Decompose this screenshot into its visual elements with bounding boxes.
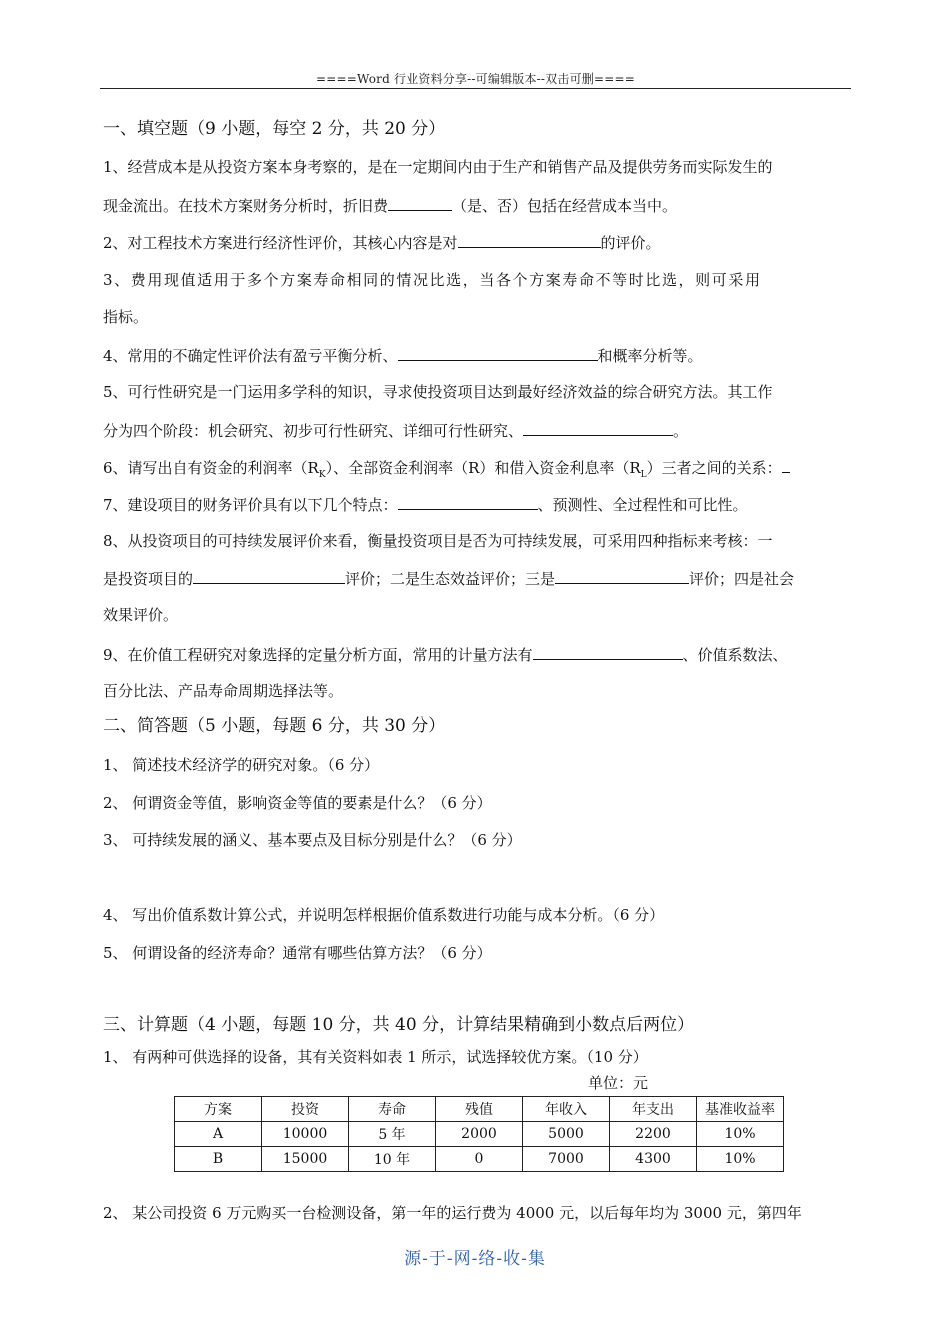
table-cell: 5 年 [349,1122,436,1147]
table-header-cell: 基准收益率 [697,1097,784,1122]
table-cell: 10% [697,1147,784,1172]
table-cell: 4300 [610,1147,697,1172]
q6-sub-k: K [318,470,326,480]
table-cell: 5000 [523,1122,610,1147]
q4-line [103,345,703,366]
q8-line3: 效果评价。 [103,606,179,624]
table-header-row [175,1097,784,1122]
q8-blank-1[interactable] [193,568,345,584]
q4-text-post: 和概率分析等。 [597,347,703,365]
s3-q2: 2、 某公司投资 6 万元购买一台检测设备，第一年的运行费为 4000 元，以后每年均为 3000 元，第四年 [103,1204,802,1222]
q5-line1: 5、可行性研究是一门运用多学科的知识，寻求使投资项目达到最好经济效益的综合研究方法。其工作 [103,383,773,401]
s2-q4: 4、 写出价值系数计算公式，并说明怎样根据价值系数进行功能与成本分析。（6 分） [103,906,665,924]
table-cell: 10 年 [349,1147,436,1172]
q1-text-post: （是、否）包括在经营成本当中。 [452,197,678,215]
q8-blank-2[interactable] [555,568,689,584]
q4-text-pre: 4、常用的不确定性评价法有盈亏平衡分析、 [103,347,398,365]
q1-blank[interactable] [388,195,452,211]
table-cell: 10000 [262,1122,349,1147]
q6-text-c: ）三者之间的关系： [646,459,782,477]
table-header-cell: 年收入 [523,1097,610,1122]
q9-text-pre: 9、在价值工程研究对象选择的定量分析方面，常用的计量方法有 [103,646,533,664]
q3-line1: 3、费用现值适用于多个方案寿命相同的情况比选，当各个方案寿命不等时比选，则可采用 [103,271,762,289]
table-header-cell: 寿命 [349,1097,436,1122]
q6-blank[interactable] [782,457,790,473]
q6-text-b: ）、全部资金利润率（R）和借入资金利息率（R [325,459,641,477]
q5-text-post: 。 [673,422,689,440]
table-cell: 2000 [436,1122,523,1147]
q9-blank[interactable] [533,644,683,660]
table-header-cell: 残值 [436,1097,523,1122]
q6-text-a: 6、请写出自有资金的利润率（R [103,459,319,477]
table-cell: 0 [436,1147,523,1172]
s2-q3: 3、 可持续发展的涵义、基本要点及目标分别是什么？（6 分） [103,831,522,849]
page-header: ====Word 行业资料分享--可编辑版本--双击可删==== [315,72,636,86]
q8-text-3: 评价；四是社会 [689,570,795,588]
page-footer: 源-于-网-络-收-集 [404,1249,546,1269]
q9-line2: 百分比法、产品寿命周期选择法等。 [103,682,344,700]
table-cell: 10% [697,1122,784,1147]
table-header-cell: 年支出 [610,1097,697,1122]
q9-line1 [103,644,788,665]
q8-text-2: 评价；二是生态效益评价；三是 [345,570,556,588]
table-header-cell: 方案 [175,1097,262,1122]
q6-sub-l: L [640,470,647,480]
table-unit-label: 单位：元 [588,1074,649,1092]
table-cell: B [175,1147,262,1172]
q2-text-post: 的评价。 [600,234,661,252]
table-cell: 7000 [523,1147,610,1172]
table-row [175,1122,784,1147]
q3-line2: 指标。 [103,308,149,326]
section3-title: 三、计算题（4 小题，每题 10 分，共 40 分，计算结果精确到小数点后两位） [103,1015,695,1035]
q9-text-post: 、价值系数法、 [682,646,788,664]
q7-blank[interactable] [398,494,538,510]
q7-line [103,494,748,515]
table-row [175,1147,784,1172]
s2-q1: 1、 简述技术经济学的研究对象。（6 分） [103,756,380,774]
q2-blank[interactable] [458,232,601,248]
s2-q2: 2、 何谓资金等值，影响资金等值的要素是什么？（6 分） [103,794,492,812]
section2-title: 二、简答题（5 小题，每题 6 分，共 30 分） [103,716,446,736]
q7-text-post: 、预测性、全过程性和可比性。 [537,496,748,514]
table-cell: 2200 [610,1122,697,1147]
equipment-table [174,1096,784,1172]
table-cell: A [175,1122,262,1147]
s3-q1: 1、 有两种可供选择的设备，其有关资料如表 1 所示，试选择较优方案。（10 分） [103,1048,648,1066]
table-header-cell: 投资 [262,1097,349,1122]
q1-line1: 1、经营成本是从投资方案本身考察的，是在一定期间内由于生产和销售产品及提供劳务而实际发生的 [103,158,773,176]
q8-text-1: 是投资项目的 [103,570,194,588]
q8-line1: 8、从投资项目的可持续发展评价来看，衡量投资项目是否为可持续发展，可采用四种指标来考核：一 [103,532,773,550]
q4-blank[interactable] [398,345,598,361]
q5-text-pre: 分为四个阶段：机会研究、初步可行性研究、详细可行性研究、 [103,422,524,440]
q7-text-pre: 7、建设项目的财务评价具有以下几个特点： [103,496,398,514]
s2-q5: 5、 何谓设备的经济寿命？通常有哪些估算方法？（6 分） [103,944,492,962]
q5-blank[interactable] [523,420,673,436]
q2-text-pre: 2、对工程技术方案进行经济性评价，其核心内容是对 [103,234,458,252]
q1-line2 [103,195,677,216]
q6-line [103,457,790,485]
table-cell: 15000 [262,1147,349,1172]
q8-line2 [103,568,794,589]
q1-text-pre: 现金流出。在技术方案财务分析时，折旧费 [103,197,389,215]
q2-line [103,232,661,253]
q5-line2 [103,420,688,441]
section1-title: 一、填空题（9 小题，每空 2 分，共 20 分） [103,119,446,139]
header-rule [100,88,851,89]
